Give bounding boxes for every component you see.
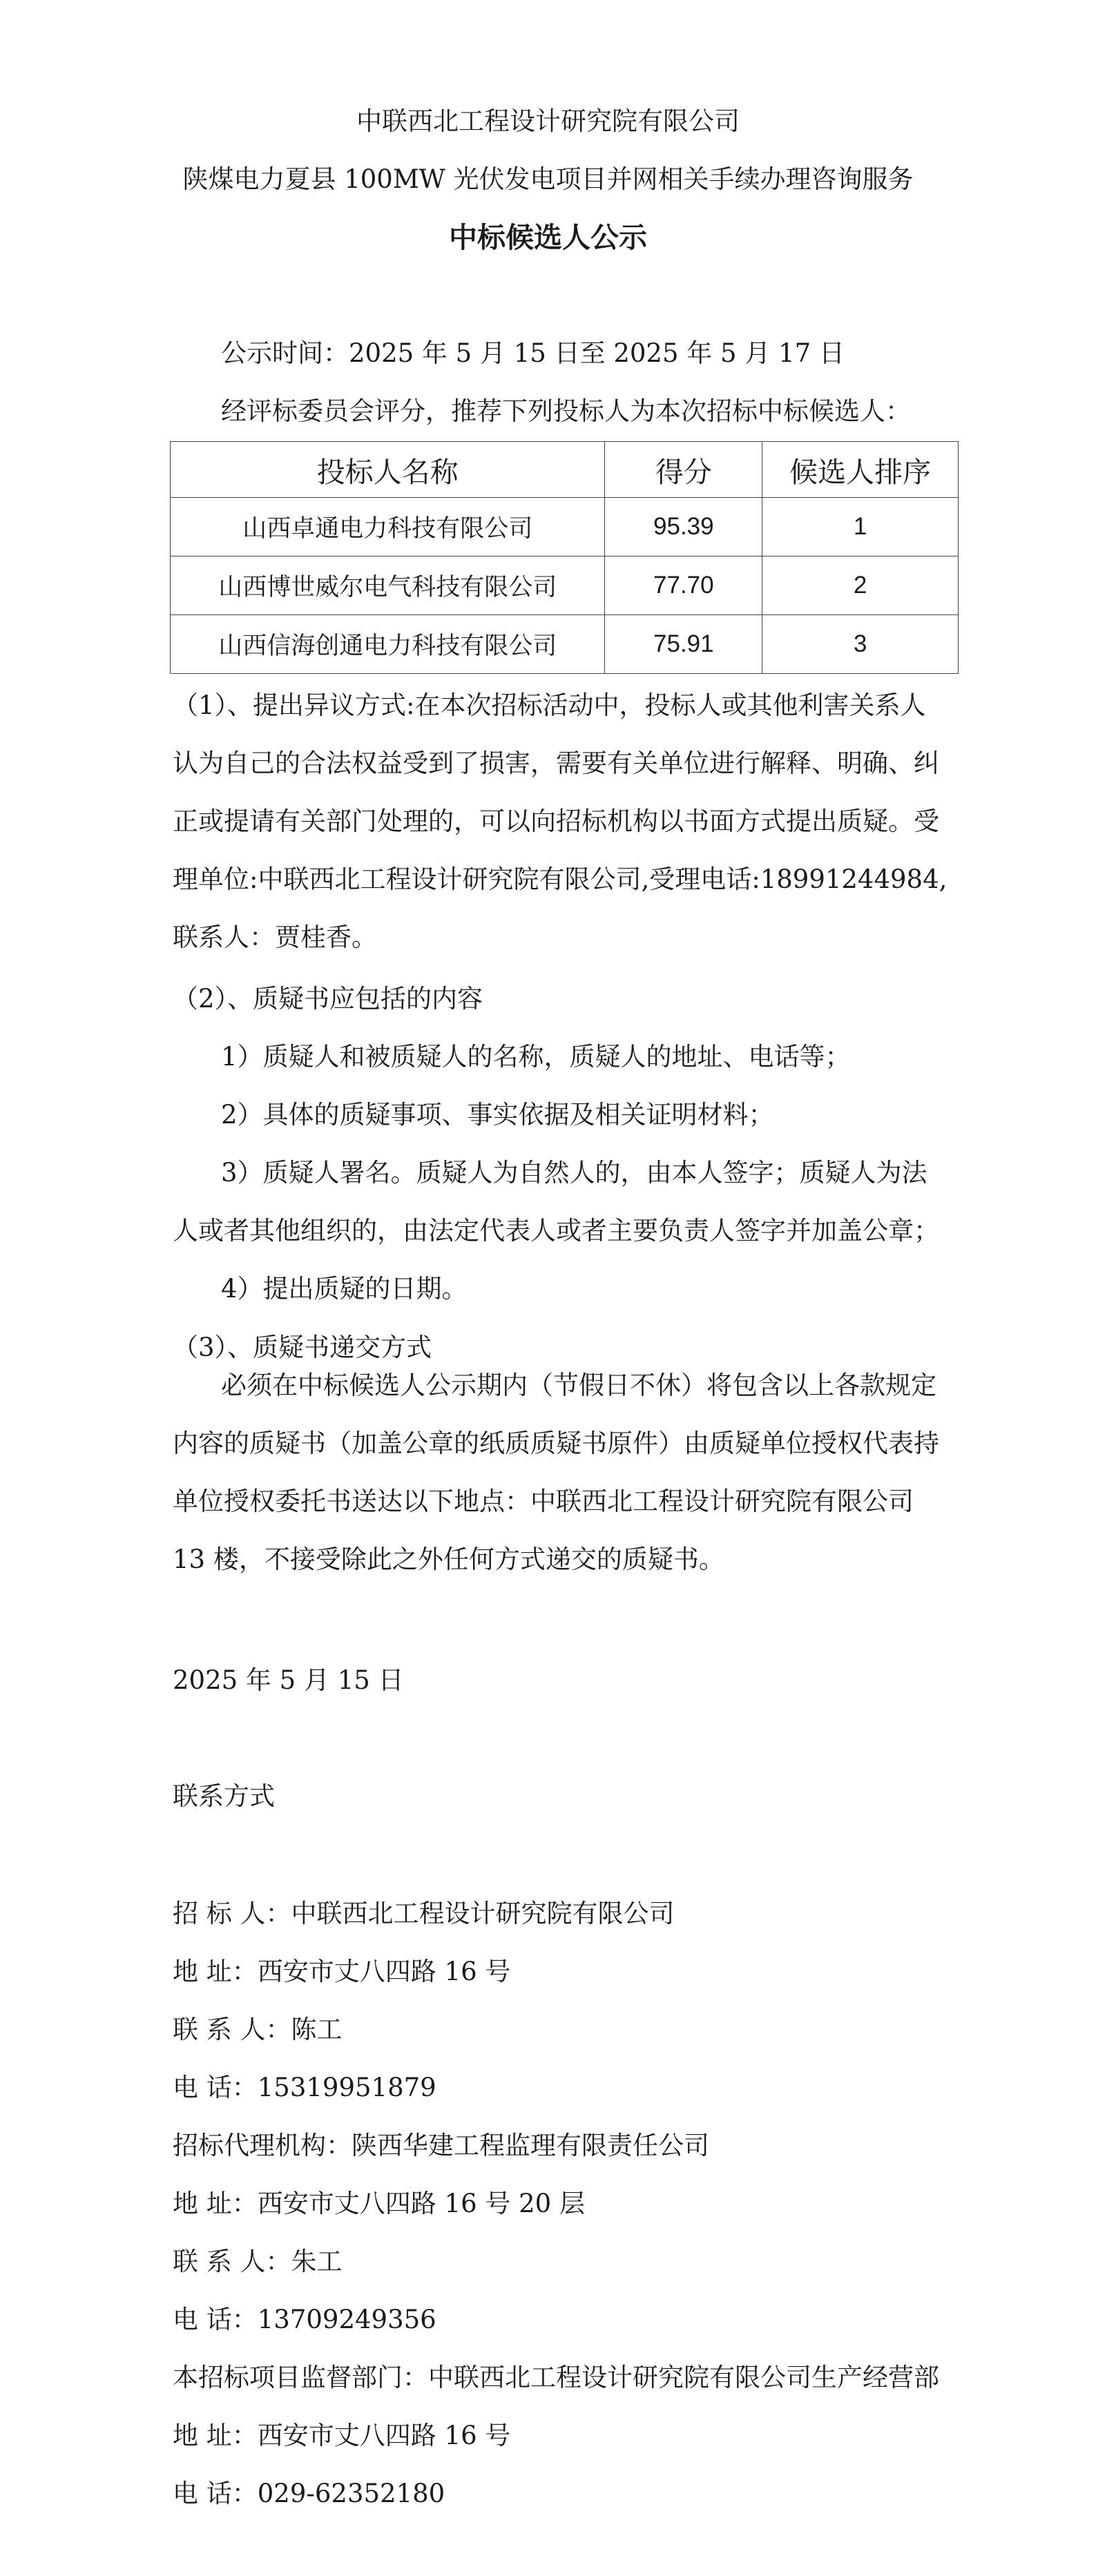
company-title: 中联西北工程设计研究院有限公司 — [356, 106, 740, 136]
submission-line: 单位授权委托书送达以下地点：中联西北工程设计研究院有限公司 — [173, 1486, 914, 1516]
contact-label: 联 系 人： — [173, 2015, 291, 2044]
project-title: 陕煤电力夏县 100MW 光伏发电项目并网相关手续办理咨询服务 — [182, 164, 914, 194]
contact-value: 西安市丈八四路 16 号 20 层 — [257, 2189, 585, 2218]
contact-value: 中联西北工程设计研究院有限公司 — [291, 1899, 675, 1928]
contact-row-address — [173, 1957, 510, 1987]
objection-line: （1）、提出异议方式:在本次招标活动中，投标人或其他利害关系人 — [173, 690, 926, 720]
contact-label: 地 址： — [173, 2189, 258, 2218]
objection-line: 正或提请有关部门处理的，可以向招标机构以书面方式提出质疑。受 — [173, 806, 939, 836]
contact-value: 陈工 — [291, 2015, 343, 2044]
requirement-item: 1）质疑人和被质疑人的名称，质疑人的地址、电话等； — [221, 1042, 851, 1072]
bidder-score: 77.70 — [605, 556, 762, 615]
contact-value: 15319951879 — [257, 2073, 436, 2102]
contact-value: 西安市丈八四路 16 号 — [257, 1957, 511, 1986]
contact-value: 中联西北工程设计研究院有限公司生产经营部 — [428, 2363, 939, 2392]
bidder-rank: 1 — [762, 498, 959, 556]
contact-label: 联 系 人： — [173, 2247, 291, 2276]
contact-row-person — [173, 2247, 343, 2277]
contact-row-address — [173, 2189, 585, 2219]
table-row — [171, 556, 959, 615]
submission-line: 13 楼，不接受除此之外任何方式递交的质疑书。 — [173, 1544, 724, 1574]
objection-line: 认为自己的合法权益受到了损害，需要有关单位进行解释、明确、纠 — [173, 748, 939, 778]
bidder-rank: 2 — [762, 556, 959, 615]
contact-row-supervisor — [173, 2363, 939, 2393]
requirement-item: 人或者其他组织的，由法定代表人或者主要负责人签字并加盖公章； — [173, 1216, 939, 1246]
submission-line: 必须在中标候选人公示期内（节假日不休）将包含以上各款规定 — [221, 1371, 936, 1400]
contact-label: 电 话： — [173, 2479, 258, 2508]
requirement-item: 3）质疑人署名。质疑人为自然人的，由本人签字；质疑人为法 — [221, 1158, 927, 1188]
col-header-score: 得分 — [605, 442, 762, 498]
contact-row-phone — [173, 2479, 445, 2509]
bidder-score: 95.39 — [605, 498, 762, 556]
table-row — [171, 615, 959, 674]
bidder-name: 山西卓通电力科技有限公司 — [171, 498, 605, 556]
table-header-row — [171, 442, 959, 498]
objection-line: 理单位:中联西北工程设计研究院有限公司,受理电话:18991244984, — [173, 864, 948, 894]
bidder-rank: 3 — [762, 615, 959, 674]
contact-row-address — [173, 2421, 510, 2451]
contact-label: 招标代理机构： — [173, 2131, 352, 2160]
candidate-table — [170, 441, 959, 674]
table-row — [171, 498, 959, 556]
contact-label: 地 址： — [173, 1957, 258, 1986]
contact-row-phone — [173, 2073, 436, 2103]
section-2-title: （2）、质疑书应包括的内容 — [173, 984, 483, 1014]
objection-line: 联系人：贾桂香。 — [173, 922, 377, 952]
bidder-name: 山西博世威尔电气科技有限公司 — [171, 556, 605, 615]
bidder-score: 75.91 — [605, 615, 762, 674]
contact-heading: 联系方式 — [173, 1781, 275, 1811]
contact-value: 朱工 — [291, 2247, 343, 2276]
contact-value: 西安市丈八四路 16 号 — [257, 2421, 511, 2450]
contact-label: 电 话： — [173, 2305, 258, 2334]
contact-label: 电 话： — [173, 2073, 258, 2102]
requirement-item: 4）提出质疑的日期。 — [221, 1274, 468, 1304]
contact-row-person — [173, 2015, 343, 2045]
contact-label: 地 址： — [173, 2421, 258, 2450]
bidder-name: 山西信海创通电力科技有限公司 — [171, 615, 605, 674]
contact-value: 13709249356 — [257, 2305, 436, 2334]
notice-title: 中标候选人公示 — [449, 221, 647, 254]
submission-line: 内容的质疑书（加盖公章的纸质质疑书原件）由质疑单位授权代表持 — [173, 1429, 939, 1458]
contact-row-agency — [173, 2131, 709, 2161]
contact-label: 本招标项目监督部门： — [173, 2363, 428, 2392]
section-3-title: （3）、质疑书递交方式 — [173, 1333, 432, 1362]
requirement-item: 2）具体的质疑事项、事实依据及相关证明材料； — [221, 1100, 774, 1130]
col-header-name: 投标人名称 — [171, 442, 605, 498]
intro-text: 经评标委员会评分，推荐下列投标人为本次招标中标候选人： — [221, 396, 911, 426]
contact-value: 029-62352180 — [257, 2479, 445, 2508]
notice-date: 2025 年 5 月 15 日 — [173, 1665, 404, 1695]
contact-row-tenderer — [173, 1899, 675, 1929]
publicity-period: 公示时间：2025 年 5 月 15 日至 2025 年 5 月 17 日 — [221, 338, 845, 368]
contact-label: 招 标 人： — [173, 1899, 291, 1928]
col-header-rank: 候选人排序 — [762, 442, 959, 498]
contact-value: 陕西华建工程监理有限责任公司 — [352, 2131, 709, 2160]
contact-row-phone — [173, 2305, 436, 2335]
